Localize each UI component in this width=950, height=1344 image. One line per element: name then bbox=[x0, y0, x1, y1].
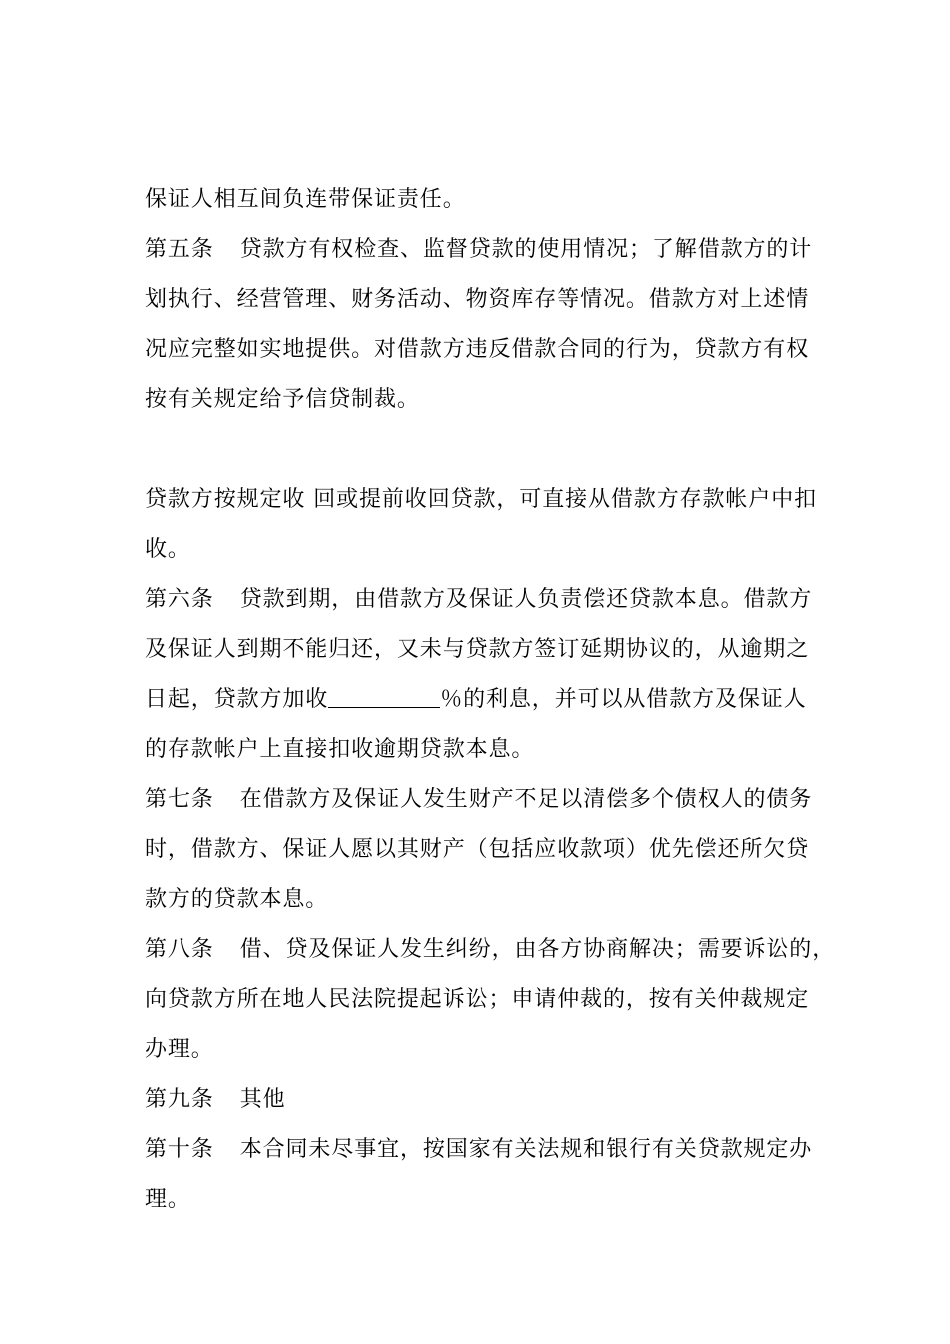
line-text: 时，借款方、保证人愿以其财产（包括应收款项）优先偿还所欠贷 bbox=[145, 837, 810, 862]
article-label: 第九条 bbox=[145, 1087, 214, 1112]
text-line bbox=[145, 1185, 191, 1215]
line-text: ％的利息，并可以从借款方及保证人 bbox=[440, 687, 807, 712]
text-line bbox=[145, 535, 191, 565]
text-line bbox=[145, 1035, 214, 1065]
line-text: 其他 bbox=[239, 1087, 286, 1112]
text-line-with-blank bbox=[145, 685, 807, 715]
article-10-line bbox=[145, 1135, 812, 1165]
line-text: 况应完整如实地提供。对借款方违反借款合同的行为，贷款方有权 bbox=[145, 337, 810, 362]
text-line bbox=[145, 835, 809, 865]
text-line bbox=[145, 185, 466, 215]
article-8-line bbox=[145, 935, 835, 965]
line-text: 保证人相互间负连带保证责任。 bbox=[145, 187, 466, 212]
text-line bbox=[145, 985, 809, 1015]
line-text: 办理。 bbox=[145, 1037, 214, 1062]
article-9-line bbox=[145, 1085, 286, 1115]
line-text: 贷款方有权检查、监督贷款的使用情况；了解借款方的计 bbox=[239, 237, 813, 262]
line-text: 向贷款方所在地人民法院提起诉讼；申请仲裁的，按有关仲裁规定 bbox=[145, 987, 810, 1012]
article-7-line bbox=[145, 785, 812, 815]
article-label: 第五条 bbox=[145, 237, 214, 262]
article-label: 第八条 bbox=[145, 937, 214, 962]
line-text: 贷款到期，由借款方及保证人负责偿还贷款本息。借款方 bbox=[239, 587, 813, 612]
line-text: 贷款方按规定收 回或提前收回贷款，可直接从借款方存款帐户中扣 bbox=[145, 487, 817, 512]
line-text: 收。 bbox=[145, 537, 191, 562]
text-line bbox=[145, 635, 809, 665]
article-label: 第七条 bbox=[145, 787, 214, 812]
article-label: 第十条 bbox=[145, 1137, 214, 1162]
text-line bbox=[145, 285, 809, 315]
line-text: 划执行、经营管理、财务活动、物资库存等情况。借款方对上述情 bbox=[145, 287, 810, 312]
article-6-line bbox=[145, 585, 812, 615]
line-text: 本合同未尽事宜，按国家有关法规和银行有关贷款规定办 bbox=[239, 1137, 813, 1162]
line-text: 及保证人到期不能归还，又未与贷款方签订延期协议的，从逾期之 bbox=[145, 637, 810, 662]
text-line bbox=[145, 485, 817, 515]
line-text: 日起，贷款方加收 bbox=[145, 687, 329, 712]
article-label: 第六条 bbox=[145, 587, 214, 612]
line-text: 在借款方及保证人发生财产不足以清偿多个债权人的债务 bbox=[239, 787, 813, 812]
text-line bbox=[145, 735, 534, 765]
article-5-line bbox=[145, 235, 812, 265]
line-text: 的存款帐户上直接扣收逾期贷款本息。 bbox=[145, 737, 535, 762]
line-text: 理。 bbox=[145, 1187, 191, 1212]
line-text: 按有关规定给予信贷制裁。 bbox=[145, 387, 420, 412]
text-line bbox=[145, 385, 420, 415]
line-text: 借、贷及保证人发生纠纷，由各方协商解决；需要诉讼的， bbox=[239, 937, 836, 962]
text-line bbox=[145, 885, 328, 915]
line-text: 款方的贷款本息。 bbox=[145, 887, 329, 912]
rate-blank-field bbox=[328, 685, 440, 708]
text-line bbox=[145, 335, 809, 365]
